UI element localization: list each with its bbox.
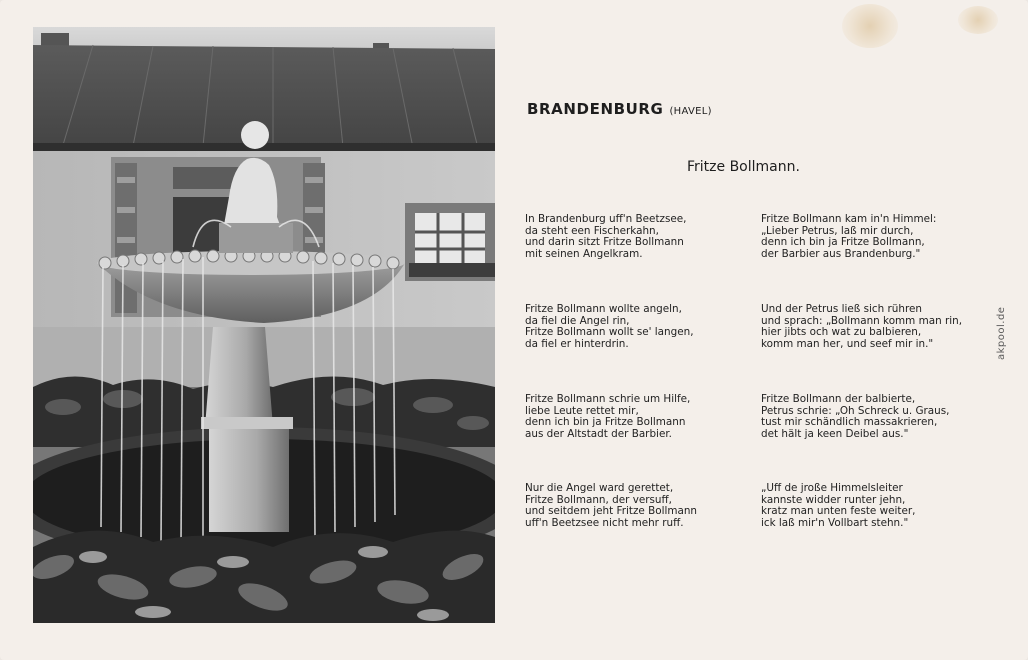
- verse-line: mit seinen Angelkram.: [525, 247, 643, 260]
- verse-line: „Uff de jroße Himmelsleiter: [761, 482, 903, 494]
- verse-line: tust mir schändlich massakrieren,: [761, 416, 938, 429]
- verse-line: Fritze Bollmann wollt se' langen,: [525, 326, 694, 339]
- fountain-photo-image: [33, 27, 495, 623]
- verse-line: komm man her, und seef mir in.": [761, 337, 934, 350]
- poem-title: Fritze Bollmann.: [687, 159, 800, 175]
- paper-stain: [842, 4, 898, 48]
- verse-line: hier jibts och wat zu balbieren,: [761, 326, 922, 339]
- verse-line: und sprach: „Bollmann komm man rin,: [761, 314, 963, 327]
- paper-stain: [958, 6, 998, 34]
- heading-sub: (HAVEL): [669, 106, 712, 117]
- verse-line: „Lieber Petrus, laß mir durch,: [761, 224, 914, 237]
- watermark: akpool.de: [996, 306, 1007, 360]
- verse-line: kratz man unten feste weiter,: [761, 505, 916, 518]
- stanza-right-1: [761, 214, 1001, 260]
- verse-line: denn ich bin ja Fritze Bollmann: [525, 416, 686, 429]
- verse-line: und seitdem jeht Fritze Bollmann: [525, 505, 698, 518]
- verse-line: ick laß mir'n Vollbart stehn.": [761, 516, 909, 529]
- verse-line: und darin sitzt Fritze Bollmann: [525, 236, 684, 249]
- verse-line: Petrus schrie: „Oh Schreck u. Graus,: [761, 404, 950, 417]
- verse-line: Fritze Bollmann kam in'n Himmel:: [761, 213, 937, 225]
- verse-line: denn ich bin ja Fritze Bollmann,: [761, 236, 925, 249]
- stanza-left-3: [525, 394, 765, 440]
- verse-line: det hält ja keen Deibel aus.": [761, 427, 909, 440]
- verse-line: da steht een Fischerkahn,: [525, 224, 659, 237]
- stanza-left-2: [525, 304, 765, 350]
- verse-line: liebe Leute rettet mir,: [525, 404, 639, 417]
- verse-line: da fiel er hinterdrin.: [525, 337, 629, 350]
- stanza-left-1: [525, 214, 765, 260]
- verse-line: da fiel die Angel rin,: [525, 314, 630, 327]
- verse-line: Und der Petrus ließ sich rühren: [761, 303, 922, 315]
- stanza-right-2: [761, 304, 1001, 350]
- verse-line: kannste widder runter jehn,: [761, 493, 906, 506]
- verse-line: Fritze Bollmann der balbierte,: [761, 393, 916, 405]
- heading-city: BRANDENBURG: [527, 100, 664, 118]
- verse-line: In Brandenburg uff'n Beetzsee,: [525, 213, 687, 225]
- stanza-right-4: [761, 483, 1001, 529]
- verse-line: der Barbier aus Brandenburg.": [761, 247, 921, 260]
- verse-line: Fritze Bollmann wollte angeln,: [525, 303, 682, 315]
- verse-line: uff'n Beetzsee nicht mehr ruff.: [525, 516, 684, 529]
- verse-line: Fritze Bollmann, der versuff,: [525, 493, 672, 506]
- fountain-photo: [33, 27, 495, 623]
- verse-line: aus der Altstadt der Barbier.: [525, 427, 672, 440]
- page-heading: [527, 100, 712, 118]
- stanza-right-3: [761, 394, 1001, 440]
- verse-line: Fritze Bollmann schrie um Hilfe,: [525, 393, 691, 405]
- verse-line: Nur die Angel ward gerettet,: [525, 482, 674, 494]
- stanza-left-4: [525, 483, 765, 529]
